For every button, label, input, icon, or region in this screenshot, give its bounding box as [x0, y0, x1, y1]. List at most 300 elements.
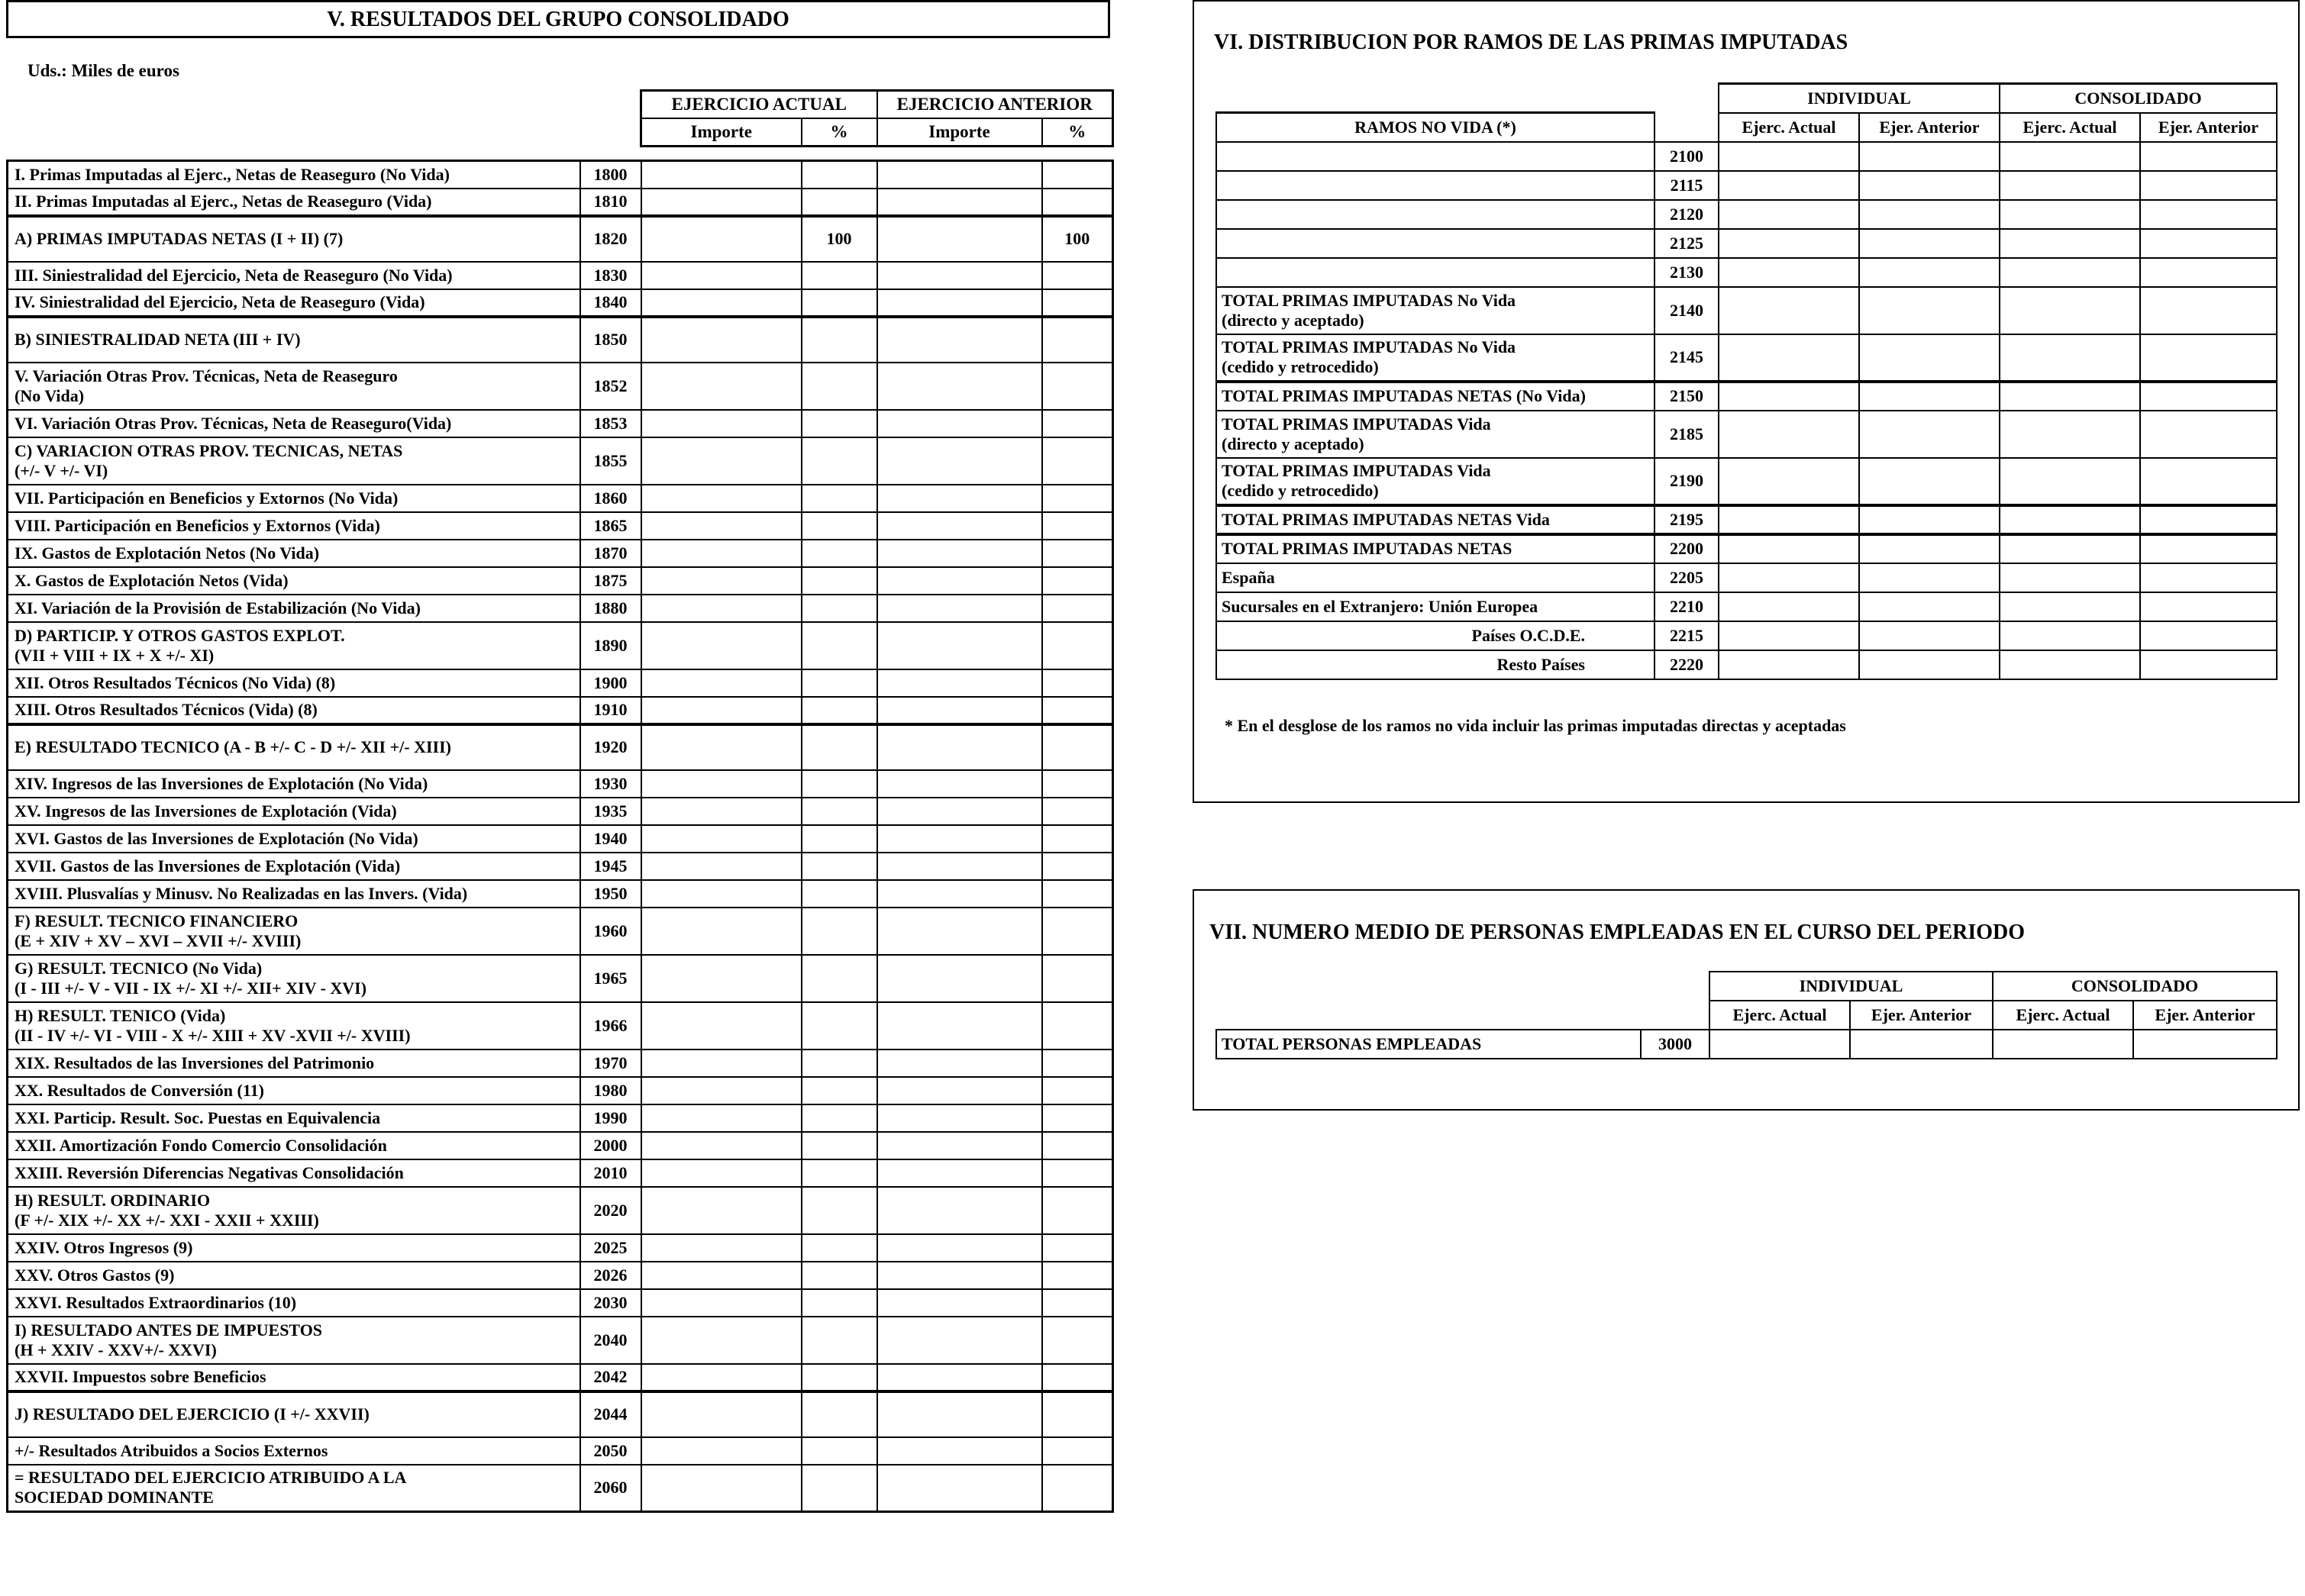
input-importe-anterior[interactable]	[877, 1049, 1042, 1077]
row-label: B) SINIESTRALIDAD NETA (III + IV)	[8, 317, 580, 363]
input-importe-anterior[interactable]	[877, 1187, 1042, 1234]
input-ind-actual[interactable]	[1719, 411, 1859, 458]
input-cons-actual[interactable]	[1993, 1030, 2133, 1059]
input-importe-actual[interactable]	[641, 1132, 802, 1159]
row-code: 2210	[1654, 592, 1719, 621]
input-importe-anterior[interactable]	[877, 437, 1042, 485]
input-importe-actual[interactable]	[641, 1364, 802, 1391]
row-code: 1980	[580, 1077, 641, 1104]
input-pct-actual[interactable]	[802, 512, 877, 540]
input-pct-actual[interactable]	[802, 1104, 877, 1132]
input-importe-actual[interactable]	[641, 1289, 802, 1317]
input-pct-anterior[interactable]	[1042, 262, 1113, 289]
row-label: +/- Resultados Atribuidos a Socios Externos	[8, 1437, 580, 1465]
input-pct-actual[interactable]	[802, 1262, 877, 1289]
row-label: TOTAL PRIMAS IMPUTADAS NETAS (No Vida)	[1216, 382, 1654, 411]
row-code: 2026	[580, 1262, 641, 1289]
input-pct-actual[interactable]	[802, 262, 877, 289]
input-cons-anterior[interactable]	[2140, 142, 2277, 171]
input-pct-actual[interactable]	[802, 1289, 877, 1317]
input-ind-anterior[interactable]	[1859, 258, 2000, 287]
row-label	[1216, 171, 1654, 200]
input-pct-actual[interactable]: 100	[802, 216, 877, 262]
input-pct-actual[interactable]	[802, 1317, 877, 1364]
section-v-column-header	[640, 89, 1114, 147]
row-code: 2185	[1654, 411, 1719, 458]
row-code: 2115	[1654, 171, 1719, 200]
input-cons-actual[interactable]	[2000, 142, 2140, 171]
input-pct-actual[interactable]	[802, 880, 877, 908]
row-code: 1910	[580, 697, 641, 724]
input-importe-anterior[interactable]	[877, 540, 1042, 567]
input-pct-actual[interactable]	[802, 1437, 877, 1465]
input-cons-anterior[interactable]	[2140, 650, 2277, 679]
input-importe-actual[interactable]	[641, 1077, 802, 1104]
input-importe-actual[interactable]	[641, 955, 802, 1002]
input-cons-actual[interactable]	[2000, 621, 2140, 650]
ind-ejerc-actual: Ejerc. Actual	[1719, 113, 1859, 142]
row-code: 1940	[580, 825, 641, 853]
section-vii-title: VII. NUMERO MEDIO DE PERSONAS EMPLEADAS EN EL CURSO DEL PERIODO	[1209, 921, 2026, 944]
row-label: G) RESULT. TECNICO (No Vida) (I - III +/- V - VII - IX +/- XI +/- XII+ XIV - XVI)	[8, 955, 580, 1002]
input-importe-actual[interactable]	[641, 1159, 802, 1187]
input-pct-anterior[interactable]	[1042, 1289, 1113, 1317]
input-importe-anterior[interactable]	[877, 1104, 1042, 1132]
input-ind-actual[interactable]	[1719, 258, 1859, 287]
input-importe-actual[interactable]	[641, 1104, 802, 1132]
input-importe-anterior[interactable]	[877, 1465, 1042, 1512]
header-spacer	[1216, 1001, 1709, 1030]
input-pct-anterior[interactable]	[1042, 1002, 1113, 1049]
input-cons-actual[interactable]	[2000, 592, 2140, 621]
input-cons-actual[interactable]	[2000, 229, 2140, 258]
input-importe-actual[interactable]	[641, 216, 802, 262]
input-cons-actual[interactable]	[2000, 563, 2140, 592]
table-row	[8, 540, 1113, 567]
input-pct-anterior[interactable]	[1042, 437, 1113, 485]
input-ind-actual[interactable]	[1719, 142, 1859, 171]
input-cons-anterior[interactable]	[2140, 458, 2277, 505]
input-importe-anterior[interactable]	[877, 262, 1042, 289]
row-code: 2150	[1654, 382, 1719, 411]
input-cons-anterior[interactable]	[2140, 382, 2277, 411]
input-importe-anterior[interactable]	[877, 1437, 1042, 1465]
input-pct-actual[interactable]	[802, 363, 877, 410]
input-pct-anterior[interactable]	[1042, 567, 1113, 595]
input-importe-actual[interactable]	[641, 1002, 802, 1049]
row-code: 1950	[580, 880, 641, 908]
input-pct-actual[interactable]	[802, 540, 877, 567]
row-code: 2200	[1654, 534, 1719, 563]
table-row	[1216, 171, 2277, 200]
header-spacer	[1654, 113, 1719, 142]
input-cons-anterior[interactable]	[2140, 229, 2277, 258]
row-label: TOTAL PRIMAS IMPUTADAS No Vida (directo y aceptado)	[1216, 287, 1654, 334]
input-ind-anterior[interactable]	[1850, 1030, 1993, 1059]
row-label: Sucursales en el Extranjero: Unión Europea	[1216, 592, 1654, 621]
input-cons-anterior[interactable]	[2140, 200, 2277, 229]
input-importe-actual[interactable]	[641, 567, 802, 595]
input-pct-actual[interactable]	[802, 595, 877, 622]
input-pct-anterior[interactable]	[1042, 289, 1113, 317]
row-code: 1945	[580, 853, 641, 880]
input-pct-anterior[interactable]	[1042, 1159, 1113, 1187]
group-consolidado: CONSOLIDADO	[2000, 84, 2277, 113]
input-ind-actual[interactable]	[1719, 563, 1859, 592]
input-importe-actual[interactable]	[641, 1262, 802, 1289]
input-pct-anterior[interactable]	[1042, 1234, 1113, 1262]
input-pct-anterior[interactable]	[1042, 512, 1113, 540]
input-pct-actual[interactable]	[802, 485, 877, 512]
table-row	[1216, 287, 2277, 334]
input-pct-actual[interactable]	[802, 697, 877, 724]
input-importe-actual[interactable]	[641, 908, 802, 955]
input-pct-actual[interactable]	[802, 1364, 877, 1391]
input-importe-anterior[interactable]	[877, 955, 1042, 1002]
row-code: 1870	[580, 540, 641, 567]
row-code: 2195	[1654, 505, 1719, 534]
table-row	[8, 1262, 1113, 1289]
input-pct-anterior[interactable]	[1042, 724, 1113, 770]
input-pct-actual[interactable]	[802, 908, 877, 955]
input-pct-actual[interactable]	[802, 1234, 877, 1262]
input-ind-anterior[interactable]	[1859, 200, 2000, 229]
col-ejercicio-actual: EJERCICIO ACTUAL	[641, 91, 877, 119]
input-ind-actual[interactable]	[1719, 505, 1859, 534]
input-importe-actual[interactable]	[641, 724, 802, 770]
input-pct-anterior[interactable]: 100	[1042, 216, 1113, 262]
input-importe-actual[interactable]	[641, 595, 802, 622]
input-pct-actual[interactable]	[802, 1002, 877, 1049]
input-pct-actual[interactable]	[802, 622, 877, 669]
input-pct-actual[interactable]	[802, 724, 877, 770]
row-code: 2190	[1654, 458, 1719, 505]
sub-importe-actual: Importe	[641, 118, 802, 147]
section-v-table	[6, 160, 1114, 1513]
input-ind-anterior[interactable]	[1859, 563, 2000, 592]
input-cons-anterior[interactable]	[2140, 334, 2277, 382]
table-row	[1216, 382, 2277, 411]
input-ind-anterior[interactable]	[1859, 287, 2000, 334]
input-importe-anterior[interactable]	[877, 1262, 1042, 1289]
input-importe-actual[interactable]	[641, 485, 802, 512]
input-ind-anterior[interactable]	[1859, 592, 2000, 621]
input-ind-actual[interactable]	[1709, 1030, 1850, 1059]
input-cons-actual[interactable]	[2000, 650, 2140, 679]
input-pct-anterior[interactable]	[1042, 669, 1113, 697]
input-pct-anterior[interactable]	[1042, 880, 1113, 908]
input-importe-anterior[interactable]	[877, 1002, 1042, 1049]
input-importe-anterior[interactable]	[877, 410, 1042, 437]
input-pct-actual[interactable]	[802, 1049, 877, 1077]
input-importe-actual[interactable]	[641, 189, 802, 216]
input-cons-actual[interactable]	[2000, 458, 2140, 505]
input-cons-anterior[interactable]	[2133, 1030, 2277, 1059]
input-importe-actual[interactable]	[641, 1391, 802, 1437]
input-pct-anterior[interactable]	[1042, 595, 1113, 622]
input-importe-actual[interactable]	[641, 697, 802, 724]
input-importe-actual[interactable]	[641, 622, 802, 669]
input-pct-anterior[interactable]	[1042, 1187, 1113, 1234]
table-row	[8, 1437, 1113, 1465]
input-importe-actual[interactable]	[641, 798, 802, 825]
row-code: 1850	[580, 317, 641, 363]
table-row	[8, 1049, 1113, 1077]
input-importe-anterior[interactable]	[877, 1289, 1042, 1317]
table-row	[8, 1104, 1113, 1132]
input-ind-actual[interactable]	[1719, 592, 1859, 621]
input-cons-actual[interactable]	[2000, 382, 2140, 411]
input-pct-anterior[interactable]	[1042, 540, 1113, 567]
input-importe-actual[interactable]	[641, 540, 802, 567]
input-cons-actual[interactable]	[2000, 171, 2140, 200]
row-label: VIII. Participación en Beneficios y Extornos (Vida)	[8, 512, 580, 540]
input-importe-actual[interactable]	[641, 1234, 802, 1262]
input-pct-anterior[interactable]	[1042, 363, 1113, 410]
input-pct-anterior[interactable]	[1042, 485, 1113, 512]
table-row	[8, 697, 1113, 724]
input-pct-anterior[interactable]	[1042, 1077, 1113, 1104]
row-code: 2125	[1654, 229, 1719, 258]
input-importe-anterior[interactable]	[877, 770, 1042, 798]
input-cons-anterior[interactable]	[2140, 171, 2277, 200]
row-code: 1930	[580, 770, 641, 798]
input-cons-anterior[interactable]	[2140, 563, 2277, 592]
row-label: España	[1216, 563, 1654, 592]
input-pct-anterior[interactable]	[1042, 1364, 1113, 1391]
table-row	[8, 1234, 1113, 1262]
input-importe-anterior[interactable]	[877, 216, 1042, 262]
table-row	[8, 853, 1113, 880]
input-importe-actual[interactable]	[641, 880, 802, 908]
input-importe-anterior[interactable]	[877, 798, 1042, 825]
input-cons-anterior[interactable]	[2140, 621, 2277, 650]
input-importe-anterior[interactable]	[877, 317, 1042, 363]
table-row	[1216, 411, 2277, 458]
input-pct-anterior[interactable]	[1042, 908, 1113, 955]
input-ind-actual[interactable]	[1719, 650, 1859, 679]
input-pct-anterior[interactable]	[1042, 697, 1113, 724]
input-pct-anterior[interactable]	[1042, 1049, 1113, 1077]
input-pct-anterior[interactable]	[1042, 798, 1113, 825]
ind-ejer-anterior: Ejer. Anterior	[1850, 1001, 1993, 1030]
input-pct-actual[interactable]	[802, 669, 877, 697]
input-ind-actual[interactable]	[1719, 171, 1859, 200]
input-pct-actual[interactable]	[802, 189, 877, 216]
input-ind-anterior[interactable]	[1859, 534, 2000, 563]
input-ind-actual[interactable]	[1719, 621, 1859, 650]
input-pct-anterior[interactable]	[1042, 622, 1113, 669]
input-pct-anterior[interactable]	[1042, 410, 1113, 437]
input-pct-actual[interactable]	[802, 1465, 877, 1512]
input-ind-anterior[interactable]	[1859, 142, 2000, 171]
input-cons-actual[interactable]	[2000, 258, 2140, 287]
input-pct-anterior[interactable]	[1042, 1317, 1113, 1364]
input-pct-actual[interactable]	[802, 1391, 877, 1437]
input-importe-actual[interactable]	[641, 853, 802, 880]
input-pct-actual[interactable]	[802, 1077, 877, 1104]
table-row	[8, 595, 1113, 622]
input-cons-actual[interactable]	[2000, 334, 2140, 382]
input-importe-actual[interactable]	[641, 1049, 802, 1077]
input-pct-actual[interactable]	[802, 410, 877, 437]
input-ind-anterior[interactable]	[1859, 382, 2000, 411]
input-importe-anterior[interactable]	[877, 595, 1042, 622]
input-importe-anterior[interactable]	[877, 1364, 1042, 1391]
input-importe-actual[interactable]	[641, 363, 802, 410]
input-importe-actual[interactable]	[641, 770, 802, 798]
input-ind-anterior[interactable]	[1859, 505, 2000, 534]
input-importe-anterior[interactable]	[877, 1132, 1042, 1159]
row-label: Resto Países	[1216, 650, 1654, 679]
input-cons-actual[interactable]	[2000, 505, 2140, 534]
input-importe-actual[interactable]	[641, 669, 802, 697]
row-code: 1810	[580, 189, 641, 216]
input-ind-actual[interactable]	[1719, 287, 1859, 334]
row-label: D) PARTICIP. Y OTROS GASTOS EXPLOT. (VII + VIII + IX + X +/- XI)	[8, 622, 580, 669]
input-importe-actual[interactable]	[641, 317, 802, 363]
table-row	[8, 1465, 1113, 1512]
input-cons-anterior[interactable]	[2140, 505, 2277, 534]
input-cons-actual[interactable]	[2000, 411, 2140, 458]
input-importe-anterior[interactable]	[877, 1317, 1042, 1364]
input-pct-actual[interactable]	[802, 161, 877, 189]
input-ind-anterior[interactable]	[1859, 650, 2000, 679]
input-cons-anterior[interactable]	[2140, 411, 2277, 458]
input-ind-anterior[interactable]	[1859, 621, 2000, 650]
row-label: I) RESULTADO ANTES DE IMPUESTOS (H + XXIV - XXV+/- XXVI)	[8, 1317, 580, 1364]
input-pct-anterior[interactable]	[1042, 853, 1113, 880]
input-importe-actual[interactable]	[641, 262, 802, 289]
input-importe-actual[interactable]	[641, 512, 802, 540]
row-label: XV. Ingresos de las Inversiones de Explotación (Vida)	[8, 798, 580, 825]
input-importe-anterior[interactable]	[877, 289, 1042, 317]
input-pct-actual[interactable]	[802, 437, 877, 485]
input-importe-anterior[interactable]	[877, 1077, 1042, 1104]
input-pct-actual[interactable]	[802, 770, 877, 798]
input-cons-actual[interactable]	[2000, 534, 2140, 563]
input-cons-anterior[interactable]	[2140, 258, 2277, 287]
input-importe-anterior[interactable]	[877, 1159, 1042, 1187]
input-pct-anterior[interactable]	[1042, 1391, 1113, 1437]
input-importe-anterior[interactable]	[877, 512, 1042, 540]
row-code: 2130	[1654, 258, 1719, 287]
input-importe-anterior[interactable]	[877, 825, 1042, 853]
row-label: XXII. Amortización Fondo Comercio Consolidación	[8, 1132, 580, 1159]
input-pct-anterior[interactable]	[1042, 955, 1113, 1002]
input-pct-anterior[interactable]	[1042, 1132, 1113, 1159]
table-row	[1216, 563, 2277, 592]
input-importe-actual[interactable]	[641, 1437, 802, 1465]
input-cons-anterior[interactable]	[2140, 287, 2277, 334]
input-pct-actual[interactable]	[802, 955, 877, 1002]
table-row	[8, 955, 1113, 1002]
row-code: 2220	[1654, 650, 1719, 679]
input-ind-actual[interactable]	[1719, 382, 1859, 411]
input-importe-anterior[interactable]	[877, 697, 1042, 724]
input-pct-anterior[interactable]	[1042, 317, 1113, 363]
input-importe-anterior[interactable]	[877, 1234, 1042, 1262]
cons-ejer-anterior: Ejer. Anterior	[2140, 113, 2277, 142]
input-importe-anterior[interactable]	[877, 363, 1042, 410]
input-importe-actual[interactable]	[641, 437, 802, 485]
input-importe-anterior[interactable]	[877, 669, 1042, 697]
input-pct-actual[interactable]	[802, 317, 877, 363]
input-pct-actual[interactable]	[802, 289, 877, 317]
input-importe-anterior[interactable]	[877, 853, 1042, 880]
input-importe-anterior[interactable]	[877, 908, 1042, 955]
input-cons-actual[interactable]	[2000, 287, 2140, 334]
input-importe-anterior[interactable]	[877, 161, 1042, 189]
row-code: 2145	[1654, 334, 1719, 382]
row-label: III. Siniestralidad del Ejercicio, Neta de Reaseguro (No Vida)	[8, 262, 580, 289]
input-importe-actual[interactable]	[641, 410, 802, 437]
table-row	[1216, 458, 2277, 505]
input-pct-anterior[interactable]	[1042, 161, 1113, 189]
input-ind-anterior[interactable]	[1859, 229, 2000, 258]
input-pct-anterior[interactable]	[1042, 770, 1113, 798]
input-ind-actual[interactable]	[1719, 229, 1859, 258]
input-pct-actual[interactable]	[802, 853, 877, 880]
input-pct-anterior[interactable]	[1042, 1262, 1113, 1289]
table-row	[8, 189, 1113, 216]
input-pct-anterior[interactable]	[1042, 1437, 1113, 1465]
input-importe-anterior[interactable]	[877, 189, 1042, 216]
input-ind-actual[interactable]	[1719, 458, 1859, 505]
input-importe-actual[interactable]	[641, 161, 802, 189]
input-importe-actual[interactable]	[641, 1317, 802, 1364]
input-cons-actual[interactable]	[2000, 200, 2140, 229]
input-pct-anterior[interactable]	[1042, 1104, 1113, 1132]
input-pct-actual[interactable]	[802, 825, 877, 853]
input-pct-actual[interactable]	[802, 1132, 877, 1159]
input-ind-anterior[interactable]	[1859, 458, 2000, 505]
input-ind-anterior[interactable]	[1859, 411, 2000, 458]
input-ind-actual[interactable]	[1719, 534, 1859, 563]
input-ind-actual[interactable]	[1719, 334, 1859, 382]
table-row	[8, 770, 1113, 798]
input-pct-actual[interactable]	[802, 798, 877, 825]
input-importe-actual[interactable]	[641, 1187, 802, 1234]
input-pct-actual[interactable]	[802, 1159, 877, 1187]
input-importe-anterior[interactable]	[877, 567, 1042, 595]
input-pct-anterior[interactable]	[1042, 825, 1113, 853]
input-ind-anterior[interactable]	[1859, 334, 2000, 382]
input-importe-anterior[interactable]	[877, 485, 1042, 512]
input-ind-anterior[interactable]	[1859, 171, 2000, 200]
row-code: 1890	[580, 622, 641, 669]
input-pct-anterior[interactable]	[1042, 1465, 1113, 1512]
row-label: C) VARIACION OTRAS PROV. TECNICAS, NETAS (+/- V +/- VI)	[8, 437, 580, 485]
input-pct-actual[interactable]	[802, 567, 877, 595]
input-importe-anterior[interactable]	[877, 1391, 1042, 1437]
input-pct-actual[interactable]	[802, 1187, 877, 1234]
row-code: 1965	[580, 955, 641, 1002]
input-pct-anterior[interactable]	[1042, 189, 1113, 216]
row-label	[1216, 142, 1654, 171]
input-importe-actual[interactable]	[641, 825, 802, 853]
input-ind-actual[interactable]	[1719, 200, 1859, 229]
input-importe-anterior[interactable]	[877, 622, 1042, 669]
input-importe-anterior[interactable]	[877, 880, 1042, 908]
row-label: XI. Variación de la Provisión de Estabilización (No Vida)	[8, 595, 580, 622]
input-cons-anterior[interactable]	[2140, 534, 2277, 563]
input-importe-actual[interactable]	[641, 1465, 802, 1512]
input-importe-anterior[interactable]	[877, 724, 1042, 770]
section-vii-table	[1215, 971, 2278, 1059]
input-cons-anterior[interactable]	[2140, 592, 2277, 621]
input-importe-actual[interactable]	[641, 289, 802, 317]
